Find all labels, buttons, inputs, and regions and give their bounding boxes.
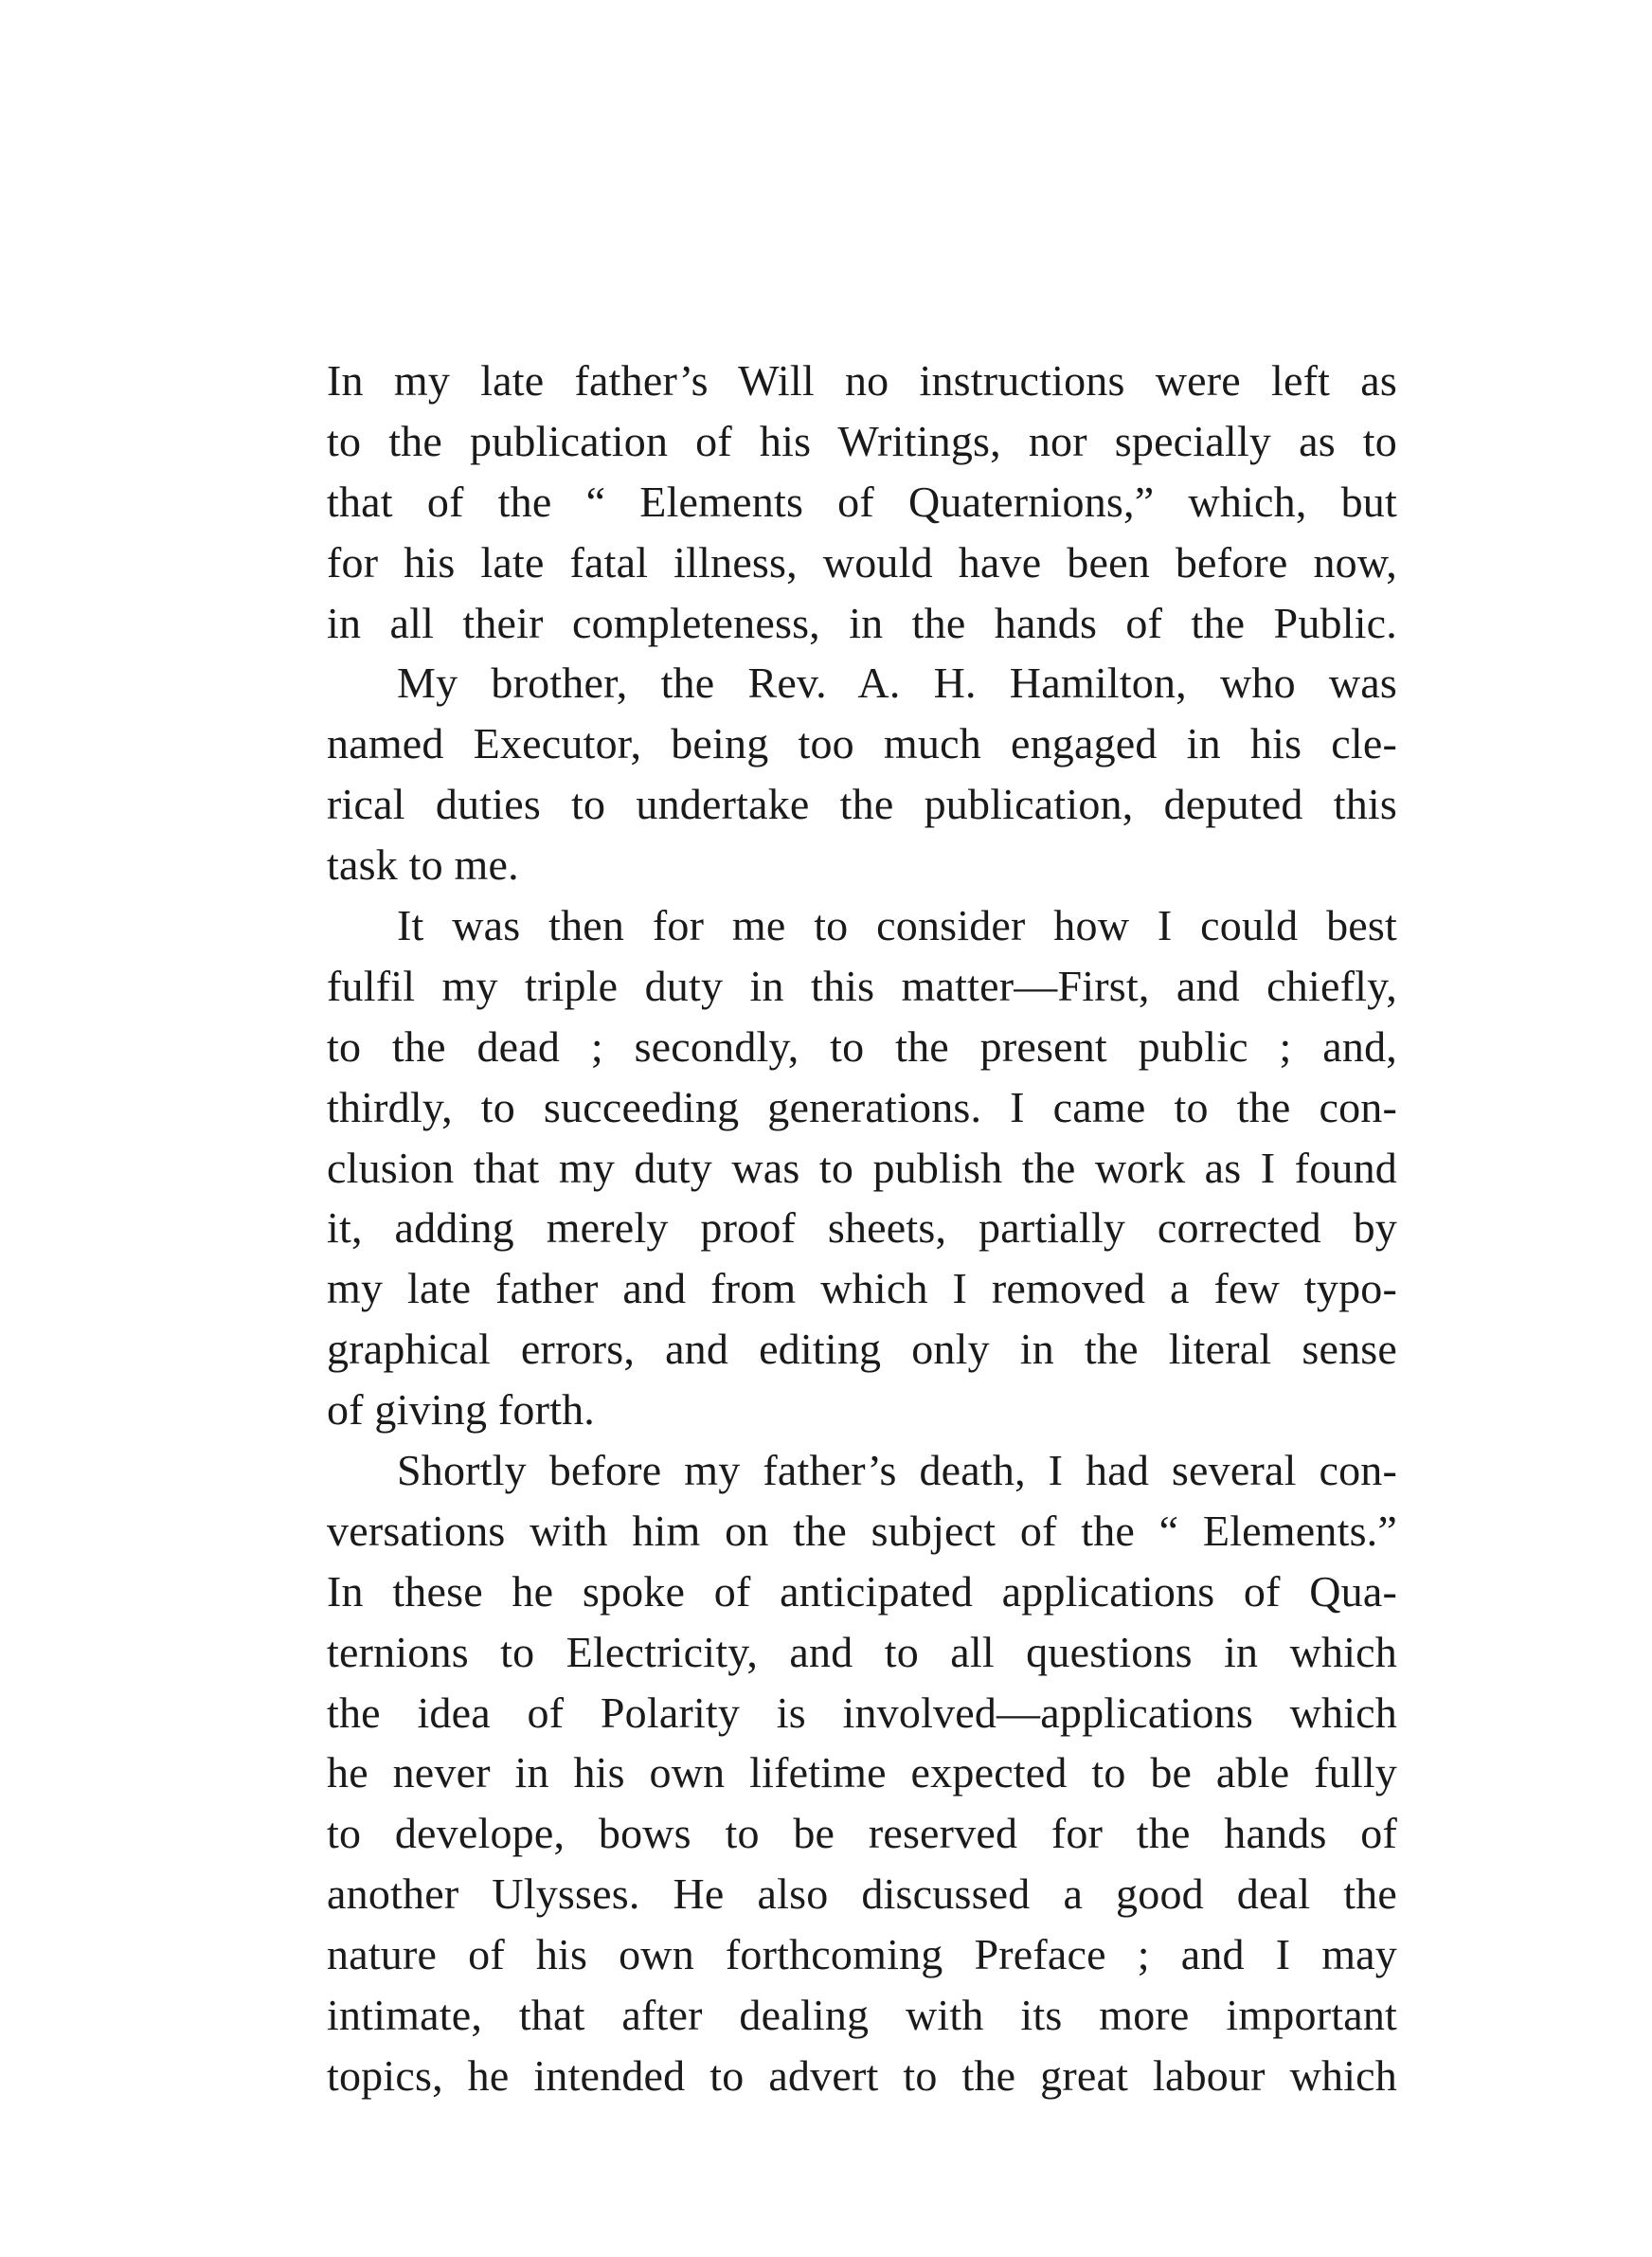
text-line: task to me. [327,840,519,890]
document-page [327,351,1397,2106]
text-line: My brother, the Rev. A. H. Hamilton, who was [397,659,1397,708]
text-line: nature of his own forthcoming Preface ; and I may [327,1930,1397,1979]
text-line: topics, he intended to advert to the great labour which [327,2050,1397,2100]
paragraph-1 [327,351,1397,653]
text-line: it, adding merely proof sheets, partially corrected by [327,1203,1397,1253]
text-line: he never in his own lifetime expected to be able fully [327,1748,1397,1797]
text-line: to develope, bows to be reserved for the hands of [327,1809,1397,1858]
text-line: versations with him on the subject of the “ Elements.” [327,1506,1397,1555]
text-line: for his late fatal illness, would have been before now, [327,537,1397,587]
text-line: clusion that my duty was to publish the work as I found [327,1143,1397,1192]
text-line: ternions to Electricity, and to all questions in which [327,1627,1397,1676]
paragraph-3 [327,895,1397,1440]
text-line: fulfil my triple duty in this matter—First, and chiefly, [327,961,1397,1010]
text-line: the idea of Polarity is involved—applications which [327,1688,1397,1737]
text-line: that of the “ Elements of Quaternions,” which, but [327,477,1397,526]
paragraph-2 [327,653,1397,895]
text-line: In my late father’s Will no instructions were left as [327,356,1397,405]
text-line: in all their completeness, in the hands of the Public. [327,598,1397,647]
text-line: graphical errors, and editing only in the literal sense [327,1325,1397,1374]
text-line: It was then for me to consider how I could best [397,901,1397,950]
text-line: named Executor, being too much engaged in his cle- [327,719,1397,768]
text-line: of giving forth. [327,1385,595,1435]
text-line: intimate, that after dealing with its more important [327,1991,1397,2040]
text-line: Shortly before my father’s death, I had several con- [397,1446,1397,1495]
text-line: to the publication of his Writings, nor specially as to [327,416,1397,465]
text-line: another Ulysses. He also discussed a good deal the [327,1869,1397,1919]
paragraph-4 [327,1440,1397,2106]
text-line: thirdly, to succeeding generations. I came to the con- [327,1082,1397,1131]
text-line: to the dead ; secondly, to the present public ; and, [327,1021,1397,1071]
text-line: my late father and from which I removed a few typo- [327,1264,1397,1313]
text-line: rical duties to undertake the publication, deputed this [327,780,1397,829]
text-line: In these he spoke of anticipated applications of Qua- [327,1566,1397,1616]
